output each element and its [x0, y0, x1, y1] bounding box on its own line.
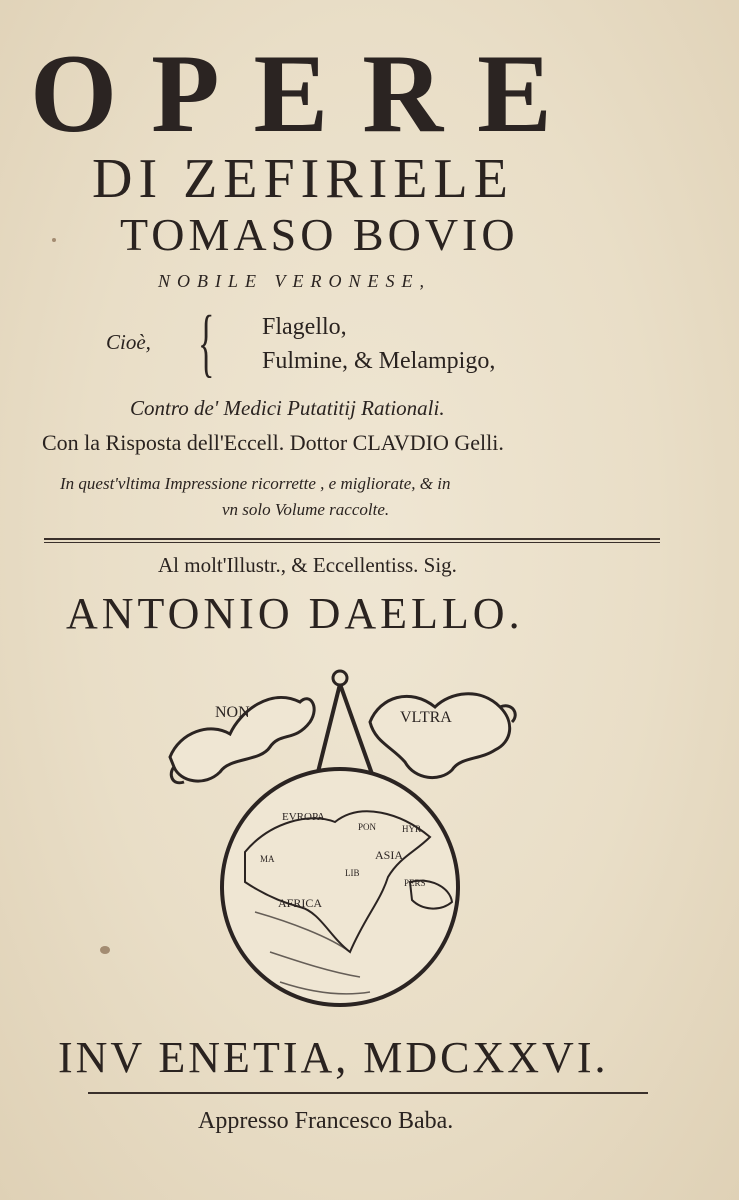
edition-line-2: vn solo Volume raccolte.	[222, 500, 390, 519]
contents-item-2: Fulmine, & Melampigo,	[262, 348, 496, 374]
banner-left-text: NON	[215, 704, 250, 721]
banner-right-text: VLTRA	[400, 709, 452, 726]
globe-label-6: LIB	[345, 868, 360, 878]
globe-label-4: ASIA	[375, 848, 404, 862]
imprint-printer: Appresso Francesco Baba.	[198, 1108, 454, 1134]
banner-right	[370, 694, 510, 778]
against-line: Contro de' Medici Putatitij Rationali.	[130, 396, 445, 420]
globe-label-1: EVROPA	[282, 811, 325, 823]
author-line-2: TOMASO BOVIO	[120, 209, 519, 260]
ink-spot	[52, 238, 56, 242]
divider-rule	[44, 538, 660, 540]
imprint-place: INV ENETIA, MDCXXVI.	[58, 1033, 609, 1082]
divider-rule-thin	[44, 542, 660, 543]
globe-label-2: PON	[358, 822, 377, 832]
brace-icon: {	[198, 301, 215, 385]
globe-label-8: AFRICA	[278, 896, 323, 910]
dedication-line: Al molt'Illustr., & Eccellentiss. Sig.	[158, 553, 457, 577]
ink-spot	[100, 946, 110, 954]
globe-label-7: PERS	[404, 878, 426, 888]
contents-item-1: Flagello,	[262, 314, 347, 340]
divider-rule-bottom	[88, 1092, 648, 1094]
edition-line-1: In quest'vltima Impressione ricorrette , e migliorate, & in	[60, 474, 451, 493]
globe-label-5: MA	[260, 854, 275, 864]
author-note: NOBILE VERONESE,	[158, 271, 431, 291]
author-line-1: DI ZEFIRIELE	[92, 148, 514, 210]
dedicatee-name: ANTONIO DAELLO.	[66, 589, 524, 638]
response-line: Con la Risposta dell'Eccell. Dottor CLAVDIO Gelli.	[42, 430, 504, 455]
contents-intro: Cioè,	[106, 330, 151, 354]
printers-device-globe-icon	[160, 662, 530, 1012]
globe-label-3: HYR	[402, 824, 422, 834]
book-title: OPERE	[30, 32, 586, 156]
